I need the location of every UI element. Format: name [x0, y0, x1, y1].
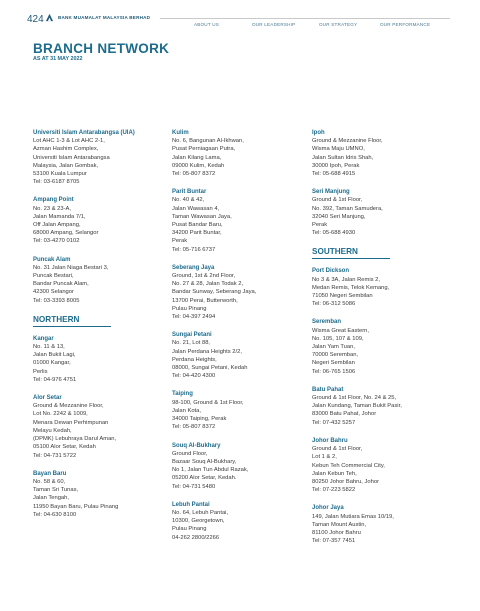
- branch-name: Sungai Petani: [172, 332, 212, 339]
- branch-column-2: [172, 129, 312, 552]
- branch-address-line: 04-262 2800/2266: [172, 534, 220, 541]
- header-divider: [160, 18, 450, 19]
- branch-address-line: 81100 Johor Bahru: [312, 529, 361, 536]
- branch-name: Seri Manjung: [312, 189, 350, 196]
- branch-name: Seberang Jaya: [172, 264, 215, 271]
- branch-name: Puncak Alam: [33, 256, 71, 263]
- branch-address-line: Tel: 04-420 4300: [172, 373, 216, 380]
- branch-address-line: Taman Mount Austin,: [312, 521, 367, 528]
- branch-name: Ipoh: [312, 130, 325, 136]
- branch-address-line: Jalan Kebun Teh,: [312, 470, 357, 477]
- branch-name: Kulim: [172, 130, 189, 136]
- branch-address-line: 34200 Parit Buntar,: [172, 230, 222, 237]
- branch-address-line: Lot No. 2242 & 1009,: [33, 411, 88, 418]
- branch-entry: [33, 129, 173, 186]
- branch-entry: [33, 470, 173, 519]
- branch-address-line: No. 64, Lebuh Pantai,: [172, 509, 229, 516]
- branch-address-line: 30000 Ipoh, Perak: [312, 162, 360, 169]
- branch-address-line: Wisma Great Eastern,: [312, 327, 370, 334]
- branch-address-line: 11950 Bayan Baru, Pulau Pinang: [33, 503, 119, 510]
- branch-address-line: Ground & 1st Floor, No. 24 & 25,: [312, 395, 397, 402]
- branch-address-line: Menara Dewan Perhimpunan: [33, 419, 109, 426]
- region-heading: SOUTHERN: [312, 247, 390, 259]
- branch-address-line: Kebun Teh Commercial City,: [312, 462, 385, 469]
- bank-logo-icon: [45, 13, 54, 22]
- branch-address-line: 68000 Ampang, Selangor: [33, 230, 99, 237]
- branch-name: Kangar: [33, 335, 54, 342]
- branch-address-line: 149, Jalan Mutiara Emas 10/19,: [312, 513, 394, 520]
- bank-name: BANK MUAMALAT MALAYSIA BERHAD: [58, 15, 151, 20]
- branch-address-line: Ground, 1st & 2nd Floor,: [172, 273, 236, 280]
- branch-address-line: Tel: 07-432 5257: [312, 419, 356, 426]
- branch-entry: [312, 437, 452, 494]
- page-number: 424: [27, 14, 44, 25]
- branch-entry: [33, 394, 173, 460]
- branch-address-line: Puncak Bestari,: [33, 273, 74, 280]
- branch-address-line: Taman Wawasan Jaya,: [172, 213, 232, 220]
- branch-address-line: Tel: 05-807 8372: [172, 171, 216, 178]
- branch-address-line: No 3 & 3A, Jalan Remis 2,: [312, 276, 380, 283]
- branch-address-line: 10300, Georgetown,: [172, 518, 225, 525]
- branch-name: Port Dickson: [312, 268, 350, 275]
- branch-address-line: Taman Sri Tunas,: [33, 487, 79, 494]
- nav-our-leadership[interactable]: OUR LEADERSHIP: [252, 22, 296, 27]
- branch-address-line: Azman Hashim Complex,: [33, 146, 99, 153]
- branch-address-line: No. 40 & 42,: [172, 197, 205, 204]
- branch-column-1: [33, 129, 173, 529]
- branch-address-line: Tel: 05-807 8372: [172, 424, 216, 431]
- branch-address-line: Jalan Mamanda 7/1,: [33, 213, 86, 220]
- branch-name: Souq Al-Bukhary: [172, 442, 221, 449]
- branch-address-line: No. 21, Lot 88,: [172, 340, 211, 347]
- branch-address-line: Tel: 06-312 5086: [312, 301, 356, 308]
- branch-address-line: No. 58 & 60,: [33, 478, 66, 485]
- branch-name: Batu Pahat: [312, 386, 344, 393]
- branch-address-line: 83000 Batu Pahat, Johor: [312, 411, 377, 418]
- branch-address-line: 53100 Kuala Lumpur: [33, 171, 87, 178]
- branch-address-line: 70000 Seremban,: [312, 352, 359, 359]
- branch-address-line: Tel: 04-630 8100: [33, 511, 77, 518]
- branch-address-line: Perak: [312, 222, 328, 229]
- branch-entry: [312, 318, 452, 375]
- branch-address-line: Lot AHC 1-3 & Lot AHC 2-1,: [33, 138, 105, 145]
- branch-address-line: Ground & 1st Floor,: [312, 446, 363, 453]
- branch-address-line: Tel: 06-765 1506: [312, 368, 356, 375]
- branch-entry: [172, 188, 312, 254]
- branch-address-line: 05100 Alor Setar, Kedah: [33, 444, 96, 451]
- branch-address-line: Pusat Perniagaan Putra,: [172, 146, 236, 153]
- branch-address-line: Lot 1 & 2,: [312, 454, 337, 461]
- nav-about-us[interactable]: ABOUT US: [194, 22, 219, 27]
- branch-address-line: Tel: 07-223 5822: [312, 487, 356, 494]
- branch-name: Johor Bahru: [312, 437, 348, 444]
- branch-name: Parit Buntar: [172, 189, 207, 196]
- branch-entry: [172, 264, 312, 321]
- branch-address-line: Tel: 03-4270 0102: [33, 238, 80, 245]
- branch-name: Bayan Baru: [33, 470, 67, 477]
- branch-entry: [172, 501, 312, 542]
- branch-address-line: Jalan Bukit Lagi,: [33, 352, 76, 359]
- branch-entry: [312, 188, 452, 237]
- branch-address-line: Pusat Bandar Baru,: [172, 222, 223, 229]
- branch-address-line: Tel: 03-3393 8005: [33, 297, 80, 304]
- page-header: [0, 0, 480, 30]
- branch-address-line: Off Jalan Ampang,: [33, 222, 81, 229]
- branch-address-line: No 1, Jalan Tun Abdul Razak,: [172, 467, 249, 474]
- branch-address-line: Jalan Perdana Heights 2/2,: [172, 348, 242, 355]
- branch-entry: [172, 390, 312, 431]
- nav-our-performance[interactable]: OUR PERFORMANCE: [380, 22, 431, 27]
- branch-address-line: Perdana Heights,: [172, 356, 217, 363]
- branch-address-line: Wisma Maju UMNO,: [312, 146, 365, 153]
- branch-address-line: (DPMK) Lebuhraya Darul Aman,: [33, 436, 117, 443]
- branch-address-line: Jalan Tengah,: [33, 495, 69, 502]
- branch-entry: [312, 386, 452, 427]
- branch-address-line: 32040 Seri Manjung,: [312, 213, 366, 220]
- branch-address-line: Jalan Kota,: [172, 407, 202, 414]
- branch-address-line: No. 11 & 13,: [33, 344, 65, 351]
- branch-address-line: No. 392, Taman Samudera,: [312, 205, 383, 212]
- branch-name: Lebuh Pantai: [172, 501, 210, 508]
- branch-address-line: 98-100, Ground & 1st Floor,: [172, 399, 244, 406]
- branch-address-line: 09000 Kulim, Kedah: [172, 162, 225, 169]
- branch-address-line: Perak: [172, 238, 188, 245]
- branch-address-line: 01000 Kangar,: [33, 360, 71, 367]
- branch-entry: [33, 256, 173, 305]
- branch-address-line: Malaysia, Jalan Gombak,: [33, 162, 99, 169]
- branch-entry: [172, 442, 312, 491]
- branch-name: Universiti Islam Antarabangsa (UIA): [33, 130, 135, 136]
- branch-address-line: Jalan Kundang, Taman Bukit Pasir,: [312, 403, 402, 410]
- branch-address-line: Jalan Kilang Lama,: [172, 154, 222, 161]
- branch-address-line: Melayu Kedah,: [33, 427, 72, 434]
- branch-entry: [33, 335, 173, 384]
- branch-address-line: Perlis: [33, 368, 48, 375]
- branch-address-line: Medan Remis, Telok Kemang,: [312, 284, 390, 291]
- branch-address-line: Ground & Mezzanine Floor,: [33, 403, 104, 410]
- branch-entry: [312, 129, 452, 178]
- branch-address-line: Bandar Puncak Alam,: [33, 281, 89, 288]
- branch-address-line: Jalan Yam Tuan,: [312, 344, 355, 351]
- page-title: BRANCH NETWORK: [33, 41, 170, 56]
- branch-address-line: No. 27 & 28, Jalan Todak 2,: [172, 281, 244, 288]
- branch-address-line: Negeri Sembilan: [312, 360, 355, 367]
- branch-address-line: 05200 Alor Setar, Kedah.: [172, 475, 237, 482]
- branch-address-line: Tel: 07-357 7451: [312, 538, 356, 545]
- branch-name: Ampang Point: [33, 197, 74, 204]
- branch-address-line: 13700 Perai, Butterworth,: [172, 297, 238, 304]
- branch-address-line: 71050 Negeri Sembilan: [312, 293, 373, 300]
- branch-address-line: No. 105, 107 & 109,: [312, 335, 364, 342]
- branch-address-line: Pulau Pinang: [172, 526, 207, 533]
- branch-entry: [33, 196, 173, 245]
- branch-name: Alor Setar: [33, 395, 62, 402]
- branch-address-line: Tel: 03-6187 8705: [33, 179, 80, 186]
- branch-name: Seremban: [312, 319, 342, 326]
- branch-address-line: No. 31 Jalan Niaga Bestari 3,: [33, 264, 109, 271]
- branch-address-line: Bazaar Souq Al-Bukhary,: [172, 458, 237, 465]
- branch-address-line: 34000 Taiping, Perak: [172, 416, 227, 423]
- branch-entry: [172, 331, 312, 380]
- region-heading: NORTHERN: [33, 315, 111, 327]
- branch-address-line: 42300 Selangor: [33, 289, 74, 296]
- branch-address-line: Universiti Islam Antarabangsa: [33, 154, 110, 161]
- branch-address-line: Tel: 05-688 4930: [312, 230, 356, 237]
- branch-address-line: Tel: 04-976 4751: [33, 376, 77, 383]
- branch-address-line: Tel: 04-731 5722: [33, 452, 77, 459]
- branch-address-line: Tel: 04-397 2494: [172, 314, 216, 321]
- branch-address-line: Tel: 05-716 6737: [172, 246, 216, 253]
- branch-address-line: Ground & 1st Floor,: [312, 197, 363, 204]
- branch-entry: [312, 504, 452, 545]
- branch-address-line: Jalan Sultan Idris Shah,: [312, 154, 374, 161]
- nav-our-strategy[interactable]: OUR STRATEGY: [319, 22, 358, 27]
- branch-address-line: No. 23 & 23-A,: [33, 205, 72, 212]
- branch-address-line: Tel: 04-731 5480: [172, 483, 216, 490]
- branch-entry: [172, 129, 312, 178]
- branch-address-line: No. 6, Bangunan Al-Ikhwan,: [172, 138, 244, 145]
- branch-address-line: Tel: 05-688 4915: [312, 171, 356, 178]
- branch-entry: [312, 267, 452, 308]
- branch-address-line: Pulau Pinang: [172, 305, 207, 312]
- branch-name: Johor Jaya: [312, 505, 344, 512]
- branch-column-3: [312, 129, 452, 555]
- branch-address-line: Ground & Mezzanine Floor,: [312, 138, 383, 145]
- branch-name: Taiping: [172, 391, 193, 398]
- branch-address-line: Bandar Sunway, Seberang Jaya,: [172, 289, 257, 296]
- branch-address-line: Ground Floor,: [172, 450, 208, 457]
- page-subtitle: AS AT 31 MAY 2022: [33, 56, 83, 62]
- branch-address-line: 08000, Sungai Petani, Kedah: [172, 365, 248, 372]
- branch-address-line: Jalan Wawasan 4,: [172, 205, 220, 212]
- branch-address-line: 80250 Johor Bahru, Johor: [312, 478, 380, 485]
